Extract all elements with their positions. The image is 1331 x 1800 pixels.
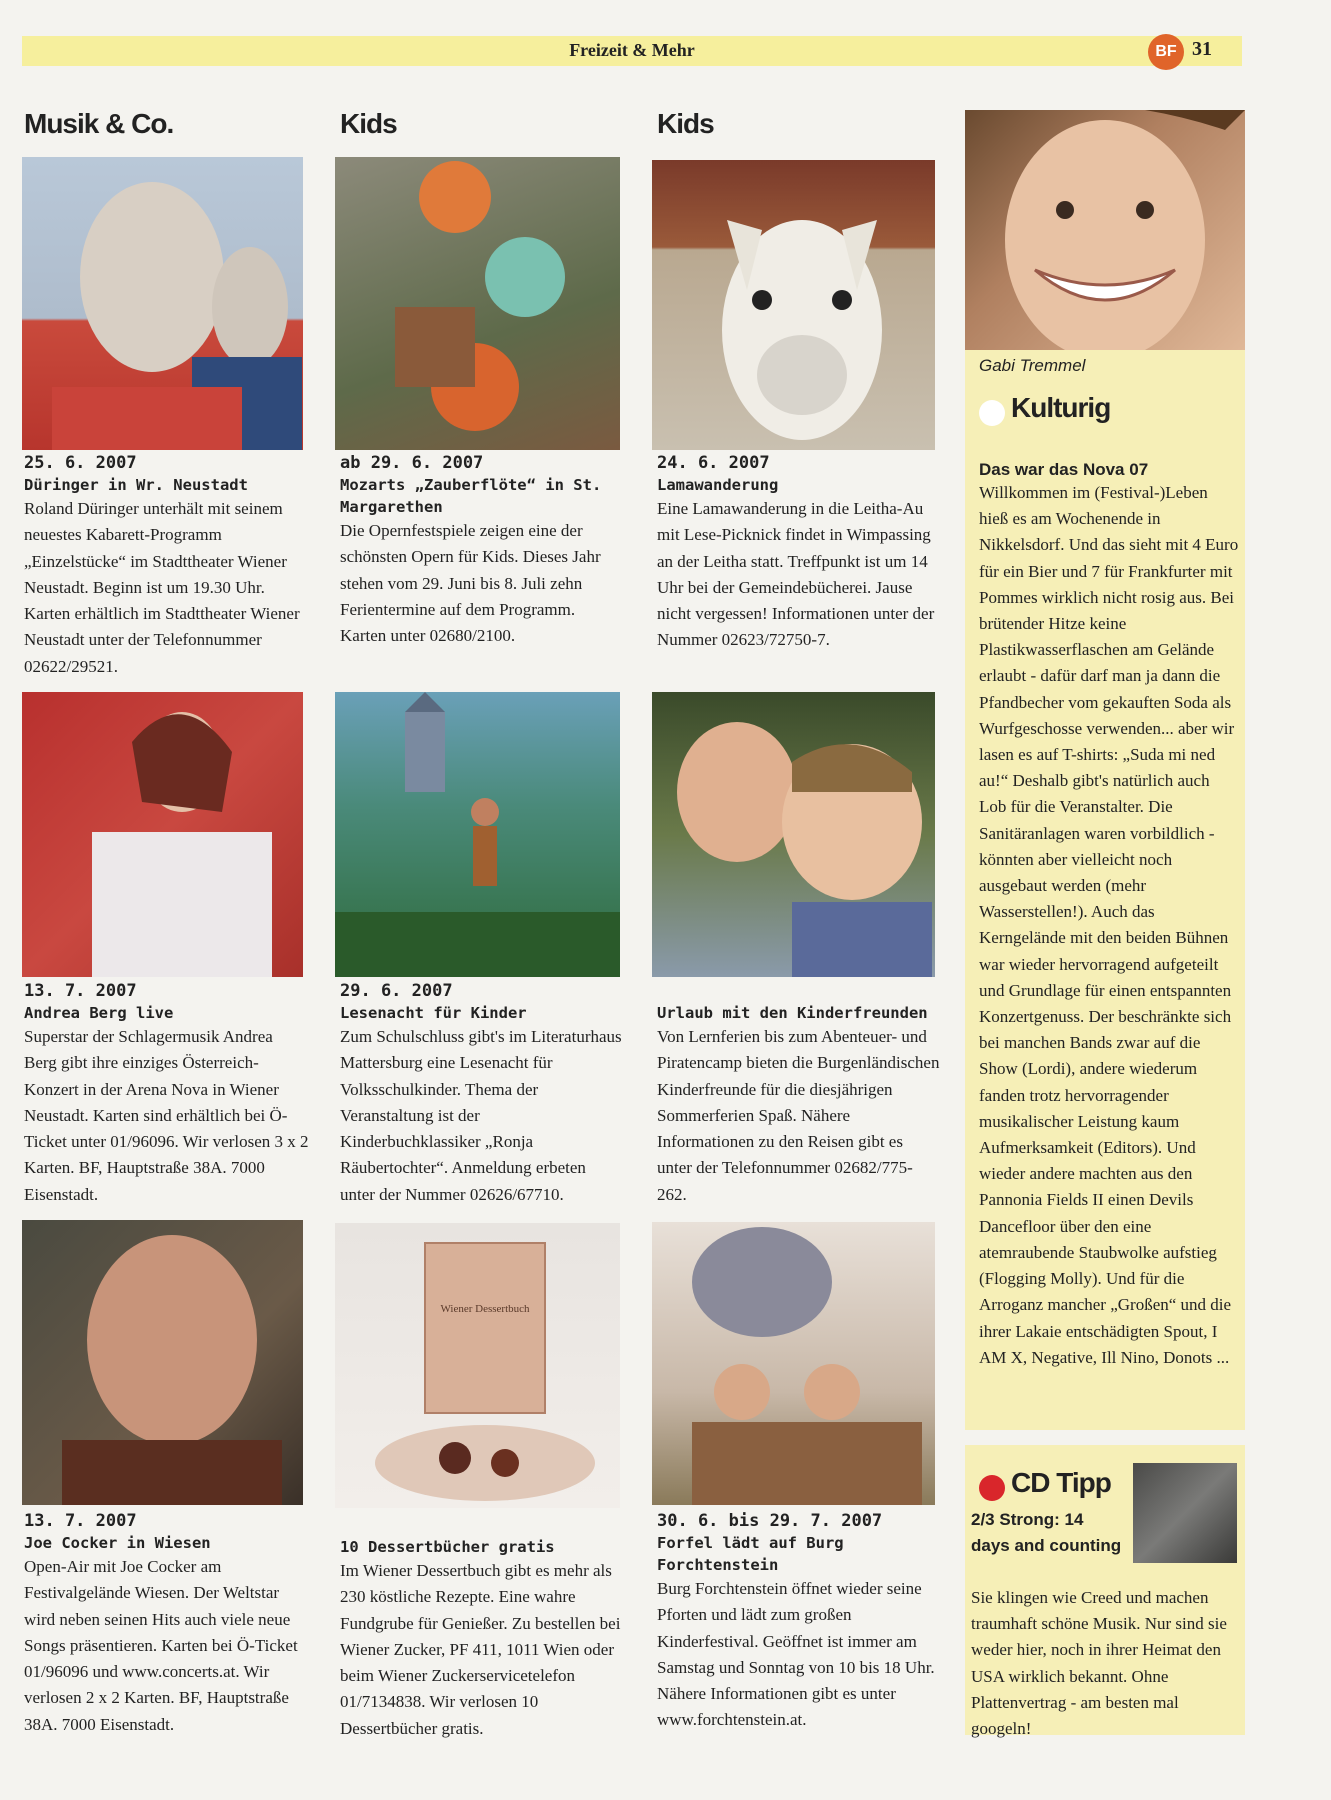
photo-zauberfloete [335,157,620,450]
photo-kinderfreunde [652,692,935,977]
kolumne-header [979,392,1110,426]
entry-dueringer [24,452,309,680]
cd-tipp-title: CD Tipp [1011,1467,1111,1498]
entry-title: Joe Cocker in Wiesen [24,1534,211,1552]
kolumne-title: Kulturig [1011,392,1111,423]
dessert-book-label: Wiener Dessertbuch [440,1303,530,1315]
entry-text: Superstar der Schlagermusik Andrea Berg gibt ihre einziges Österreich-Konzert in der Arena Nova in Wiener Neustadt. Karten sind erhältlich bei Ö-Ticket unter 01/96096. Wir verlosen 3 x 2 Karten. BF, Hauptstraße 38A. 7000 Eisenstadt. [24,1027,309,1204]
entry-text: Open-Air mit Joe Cocker am Festivalgelände Wiesen. Der Weltstar wird neben seinen Hits auch viele neue Songs präsentieren. Karten bei Ö-Ticket 01/96096 und www.concerts.at. Wir verlosen 2 x 2 Karten. BF, Hauptstraße 38A. 7000 Eisenstadt. [24,1557,298,1734]
photo-dueringer-figures [22,157,303,450]
photo-andrea-berg [22,692,303,977]
entry-title: Lesenacht für Kinder [340,1004,527,1022]
photo-ronja-figure [335,692,620,977]
entry-zauberfloete [340,452,622,649]
entry-date: ab 29. 6. 2007 [340,453,484,473]
cd-tipp-text: Sie klingen wie Creed und machen traumhaft schöne Musik. Nur sind sie weder hier, noch in ihrer Heimat den USA wirklich bekannt. Ohne Plattenvertrag - am besten mal googeln! [971,1588,1227,1739]
entry-text: Roland Düringer unterhält mit seinem neuestes Kabarett-Programm „Einzelstücke“ im Stadttheater Wiener Neustadt. Beginn ist um 19.30 Uhr. Karten erhältlich im Stadttheater Wiener Neustadt unter der Telefonnummer 02622/29521. [24,499,300,676]
entry-andrea-berg [24,980,309,1208]
entry-date: 29. 6. 2007 [340,981,453,1001]
entry-title: 10 Dessertbücher gratis [340,1538,555,1556]
photo-dueringer [22,157,303,450]
kolumne-text: Willkommen im (Festival-)Leben hieß es am Wochenende in Nikkelsdorf. Und das sieht mit 4 Euro für ein Bier und 7 für Frankfurter mit Pommes wirklich nicht rosig aus. Bei brütender Hitze keine Plastikwasserflaschen am Gelände erlaubt - dafür darf man ja dann die Pfandbecher vom gekauften Soda als Wurfgeschosse verwenden... aber wir lasen es auf T-shirts: „Suda mi ned au!“ Deshalb gibt's natürlich auch Lob für die Veranstalter. Die Sanitäranlagen waren vorbildlich - könnten aber vielleicht noch ausgebaut werden (mehr Wasserstellen!). Auch das Kerngelände mit den beiden Bühnen war wieder hervorragend aufgeteilt und Grundlage für einen entspannten Konzertgenuss. Der beschränkte sich bei manchen Bands zwar auf die Show (Lordi), andere wiederum fanden trotz hervorragender musikalischer Leistung kaum Aufmerksamkeit (Editors). Und wieder andere machten aus den Pannonia Fields II einen Devils Dancefloor über den eine atemraubende Staubwolke aufstieg (Flogging Molly). Und für die Arroganz mancher „Großen“ und die ihrer Lakaie entschädigten Spout, I AM X, Negative, Ill Nino, Donots ... [979,483,1239,1367]
cd-tipp-subtitle: 2/3 Strong: 14 days and counting [971,1510,1122,1555]
entry-text: Von Lernferien bis zum Abenteuer- und Piratencamp bieten die Burgenländischen Kinderfreunde für die diesjährigen Sommerferien Spaß. Nähere Informationen zu den Reisen gibt es unter der Telefonnummer 02682/775-262. [657,1027,940,1204]
kolumne-subtitle: Das war das Nova 07 [979,460,1149,479]
photo-gabi-tremmel [965,110,1245,350]
photo-zauberfloete-figures [335,157,620,450]
photo-ronja [335,692,620,977]
cd-tipp-box [965,1445,1245,1739]
section-kids-1: Kids [340,108,397,139]
entry-date: 25. 6. 2007 [24,453,137,473]
cd-cover [1133,1463,1237,1563]
photo-gabi-tremmel-face [965,110,1245,350]
bullet-red-icon [979,1475,1005,1501]
entry-lesenacht [340,980,622,1208]
photo-forfel-figures [652,1222,935,1505]
photo-dessertbuch [335,1223,620,1508]
section-kids-2: Kids [657,108,714,139]
entry-date: 30. 6. bis 29. 7. 2007 [657,1511,883,1531]
photo-dessertbuch-figure [335,1223,620,1508]
cd-tipp-header [979,1467,1111,1501]
entry-dessertbuecher [340,1536,622,1742]
entry-date: 24. 6. 2007 [657,453,770,473]
header-title: Freizeit & Mehr [569,40,695,60]
photo-joe-cocker-figure [22,1220,303,1505]
entry-text: Im Wiener Dessertbuch gibt es mehr als 230 köstliche Rezepte. Eine wahre Fundgrube für Genießer. Zu bestellen bei Wiener Zucker, PF 411, 1011 Wien oder beim Wiener Zuckerservicetelefon 01/7134838. Wir verlosen 10 Dessertbücher gratis. [340,1561,621,1738]
entry-title: Düringer in Wr. Neustadt [24,476,248,494]
entry-title: Andrea Berg live [24,1004,174,1022]
photo-forfel [652,1222,935,1505]
photo-kinderfreunde-figures [652,692,935,977]
entry-date: 13. 7. 2007 [24,981,137,1001]
entry-kinderfreunde [657,1002,942,1208]
bullet-icon [979,400,1005,426]
entry-title: Forfel lädt auf Burg Forchtenstein [657,1534,844,1574]
entry-text: Die Opernfestspiele zeigen eine der schönsten Opern für Kids. Dieses Jahr stehen vom 29. Juni bis 8. Juli zehn Ferientermine auf dem Programm. Karten unter 02680/2100. [340,521,601,646]
photo-joe-cocker [22,1220,303,1505]
entry-text: Eine Lamawanderung in die Leitha-Au mit Lese-Picknick findet in Wimpassing an der Leitha statt. Treffpunkt ist um 14 Uhr bei der Gemeindebücherei. Jause nicht vergessen! Informationen unter der Nummer 02623/72750-7. [657,499,935,650]
entry-joe-cocker [24,1510,309,1738]
entry-lamawanderung [657,452,942,654]
entry-forfel [657,1510,942,1734]
section-musik: Musik & Co. [24,108,174,139]
entry-title: Lamawanderung [657,476,779,494]
entry-title: Urlaub mit den Kinderfreunden [657,1004,928,1022]
entry-text: Zum Schulschluss gibt's im Literaturhaus Mattersburg eine Lesenacht für Volksschulkinder. Thema der Veranstaltung ist der Kinderbuchklassiker „Ronja Räubertochter“. Anmeldung erbeten unter der Nummer 02626/67710. [340,1027,622,1204]
kolumne-author: Gabi Tremmel [979,356,1086,375]
page-number: 31 [1192,38,1212,60]
photo-andrea-berg-figure [22,692,303,977]
photo-lama-figure [652,160,935,450]
entry-text: Burg Forchtenstein öffnet wieder seine Pforten und lädt zum großen Kinderfestival. Geöffnet ist immer am Samstag und Sonntag von 10 bis 18 Uhr. Nähere Informationen gibt es unter www.forchtenstein.at. [657,1579,935,1730]
entry-date: 13. 7. 2007 [24,1511,137,1531]
kolumne-content [979,460,1241,1371]
bf-logo: BF [1148,34,1184,70]
photo-lama [652,160,935,450]
entry-title: Mozarts „Zauberflöte“ in St. Margarethen [340,476,602,516]
page-header [22,36,1242,66]
kolumne-sidebar [965,110,1245,1430]
